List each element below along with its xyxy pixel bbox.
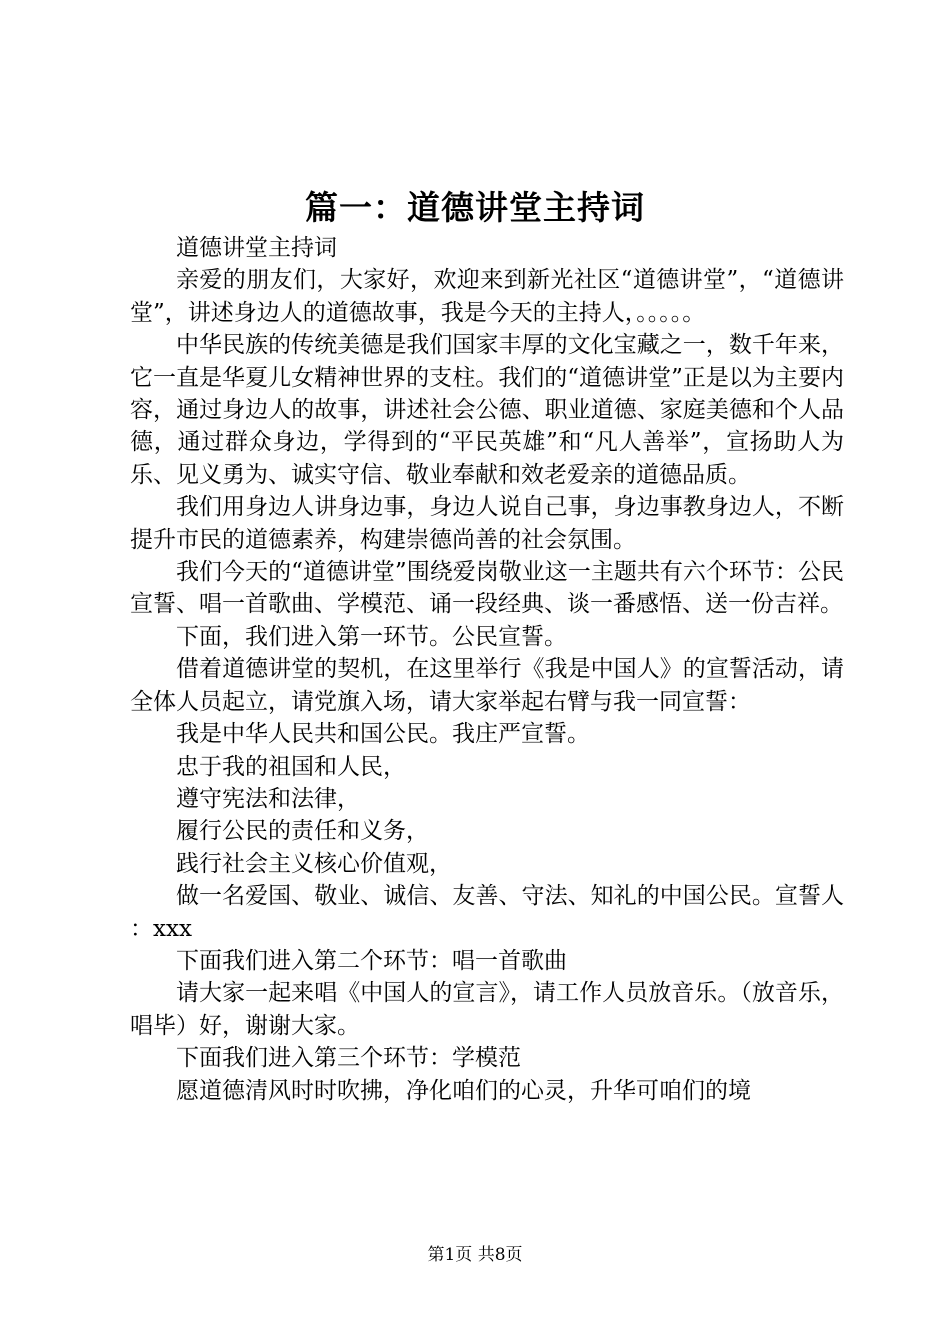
paragraph-oath-closing: 做一名爱国、敬业、诚信、友善、守法、知礼的中国公民。宣誓人：xxx [130, 883, 844, 942]
paragraph-agenda: 我们今天的“道德讲堂”围绕爱岗敬业这一主题共有六个环节：公民宣誓、唱一首歌曲、学模范、诵一段经典、谈一番感悟、送一份吉祥。 [130, 559, 844, 618]
paragraph-oath-line: 我是中华人民共和国公民。我庄严宣誓。 [176, 721, 590, 748]
document-title: 篇一：道德讲堂主持词 [305, 188, 645, 227]
paragraph-greeting: 亲爱的朋友们，大家好，欢迎来到新光社区“道德讲堂”，“道德讲堂”，讲述身边人的道德故事，我是今天的主持人，。。。。。 [130, 267, 844, 326]
paragraph-section-one: 下面，我们进入第一环节。公民宣誓。 [176, 623, 567, 650]
paragraph-virtue-intro: 中华民族的传统美德是我们国家丰厚的文化宝藏之一，数千年来，它一直是华夏儿女精神世界的支柱。我们的“道德讲堂”正是以为主要内容，通过身边人的故事，讲述社会公德、职业道德、家庭美德和个人品德，通过群众身边，学得到的“平民英雄”和“凡人善举”，宣扬助人为乐、见义勇为、诚实守信、敬业奉献和效老爱亲的道德品质。 [130, 332, 844, 488]
paragraph-heading: 道德讲堂主持词 [176, 235, 337, 261]
paragraph-purpose: 我们用身边人讲身边事，身边人说自己事，身边事教身边人，不断提升市民的道德素养，构建崇德尚善的社会氛围。 [130, 494, 844, 553]
paragraph-section-three: 下面我们进入第三个环节：学模范 [176, 1045, 521, 1072]
paragraph-oath-line: 践行社会主义核心价值观， [176, 850, 452, 877]
paragraph-oath-line: 履行公民的责任和义务， [176, 818, 429, 845]
page-footer: 第1页 共8页 [427, 1245, 523, 1265]
paragraph-oath-line: 遵守宪法和法律， [176, 785, 360, 812]
paragraph-oath-line: 忠于我的祖国和人民， [176, 753, 406, 780]
paragraph-section-two: 下面我们进入第二个环节：唱一首歌曲 [176, 947, 567, 974]
paragraph-oath-intro: 借着道德讲堂的契机，在这里举行《我是中国人》的宣誓活动，请全体人员起立，请党旗入场，请大家举起右臂与我一同宣誓： [130, 656, 844, 715]
paragraph-song: 请大家一起来唱《中国人的宣言》，请工作人员放音乐。（放音乐，唱毕）好，谢谢大家。 [130, 980, 844, 1039]
paragraph-continued: 愿道德清风时时吹拂，净化咱们的心灵，升华可咱们的境 [176, 1077, 751, 1104]
document-body [130, 232, 844, 1107]
